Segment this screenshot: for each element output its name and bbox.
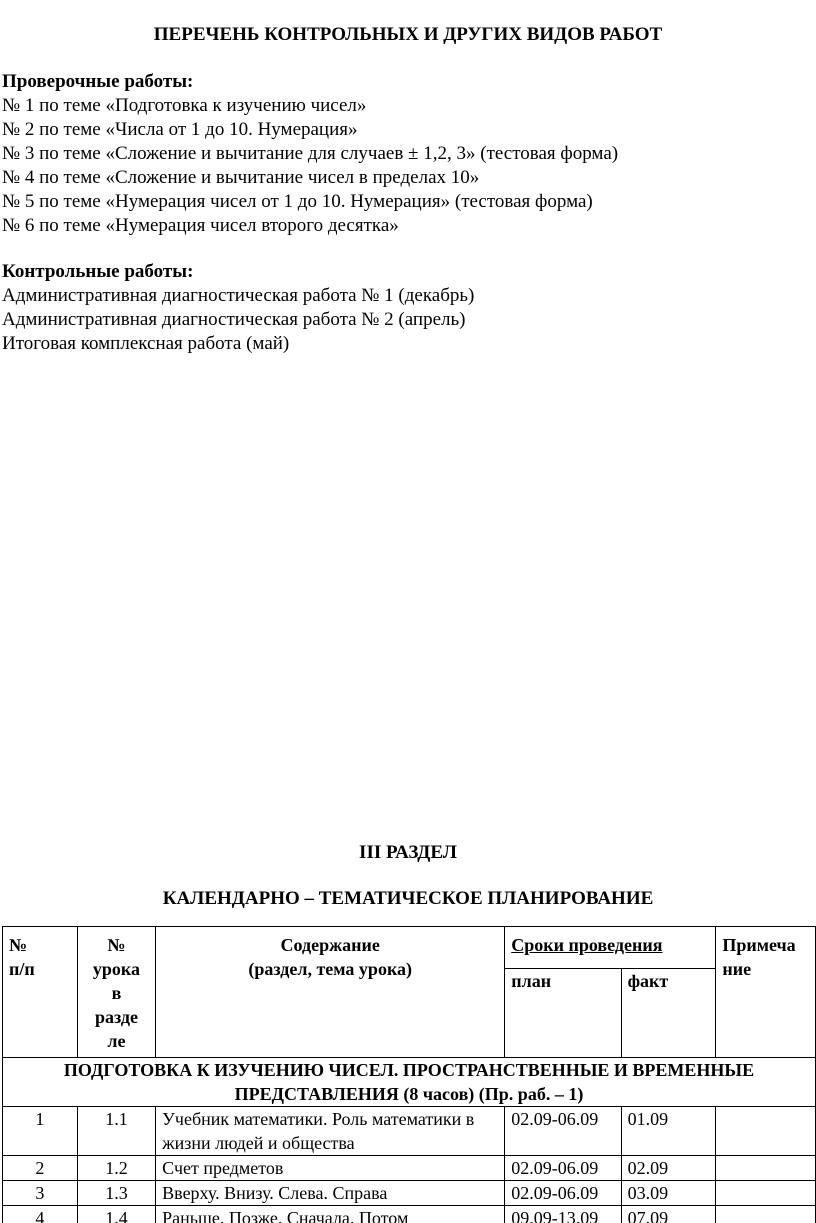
checks-heading: Проверочные работы: [2, 71, 194, 92]
cell-plan: 02.09-06.09 [505, 1107, 621, 1156]
check-item: № 2 по теме «Числа от 1 до 10. Нумерация» [2, 119, 358, 140]
section-row-label: ПОДГОТОВКА К ИЗУЧЕНИЮ ЧИСЕЛ. ПРОСТРАНСТВЕННЫЕ И ВРЕМЕННЫЕ ПРЕДСТАВЛЕНИЯ (8 часов) (Пр. раб. – 1) [3, 1058, 816, 1107]
cell-fact: 01.09 [621, 1107, 716, 1156]
cell-num: 1 [3, 1107, 78, 1156]
test-item: Административная диагностическая работа № 1 (декабрь) [2, 285, 475, 306]
page-title: ПЕРЕЧЕНЬ КОНТРОЛЬНЫХ И ДРУГИХ ВИДОВ РАБОТ [153, 24, 663, 45]
table-row [3, 1206, 816, 1223]
cell-lesson: 1.1 [77, 1107, 155, 1156]
cell-notes [716, 1206, 816, 1223]
check-item: № 6 по теме «Нумерация чисел второго десятка» [2, 215, 399, 236]
cell-content: Счет предметов [156, 1156, 505, 1181]
cell-content: Учебник математики. Роль математики в жизни людей и общества [156, 1107, 505, 1156]
check-item: № 3 по теме «Сложение и вычитание для случаев ± 1,2, 3» (тестовая форма) [2, 143, 619, 164]
header-num: № п/п [3, 927, 78, 1058]
header-content: Содержание (раздел, тема урока) [156, 927, 505, 1058]
check-item: № 1 по теме «Подготовка к изучению чисел» [2, 95, 367, 116]
header-plan: план [505, 969, 621, 1058]
header-notes: Примеча ние [716, 927, 816, 1058]
test-item: Административная диагностическая работа № 2 (апрель) [2, 309, 466, 330]
table-section-row [3, 1058, 816, 1107]
cell-fact: 03.09 [621, 1181, 716, 1206]
header-dates: Сроки проведения [505, 927, 716, 969]
planning-table [2, 926, 816, 1223]
check-item: № 4 по теме «Сложение и вычитание чисел в пределах 10» [2, 167, 480, 188]
cell-num: 4 [3, 1206, 78, 1223]
cell-plan: 02.09-06.09 [505, 1156, 621, 1181]
table-row [3, 1107, 816, 1156]
test-item: Итоговая комплексная работа (май) [2, 333, 290, 354]
table-row [3, 1156, 816, 1181]
table-header-row [3, 927, 816, 969]
cell-content: Вверху. Внизу. Слева. Справа [156, 1181, 505, 1206]
cell-notes [716, 1181, 816, 1206]
cell-lesson: 1.2 [77, 1156, 155, 1181]
cell-content: Раньше. Позже. Сначала. Потом [156, 1206, 505, 1223]
header-lesson: № урока в разде ле [77, 927, 155, 1058]
cell-plan: 02.09-06.09 [505, 1181, 621, 1206]
section-title: III РАЗДЕЛ [359, 842, 457, 863]
cell-lesson: 1.4 [77, 1206, 155, 1223]
cell-notes [716, 1156, 816, 1181]
section-subtitle: КАЛЕНДАРНО – ТЕМАТИЧЕСКОЕ ПЛАНИРОВАНИЕ [162, 888, 654, 909]
cell-lesson: 1.3 [77, 1181, 155, 1206]
cell-num: 3 [3, 1181, 78, 1206]
cell-fact: 02.09 [621, 1156, 716, 1181]
tests-heading: Контрольные работы: [2, 261, 194, 282]
cell-notes [716, 1107, 816, 1156]
check-item: № 5 по теме «Нумерация чисел от 1 до 10. Нумерация» (тестовая форма) [2, 191, 593, 212]
table-row [3, 1181, 816, 1206]
cell-plan: 09.09-13.09 [505, 1206, 621, 1223]
cell-num: 2 [3, 1156, 78, 1181]
header-fact: факт [621, 969, 716, 1058]
cell-fact: 07.09 [621, 1206, 716, 1223]
